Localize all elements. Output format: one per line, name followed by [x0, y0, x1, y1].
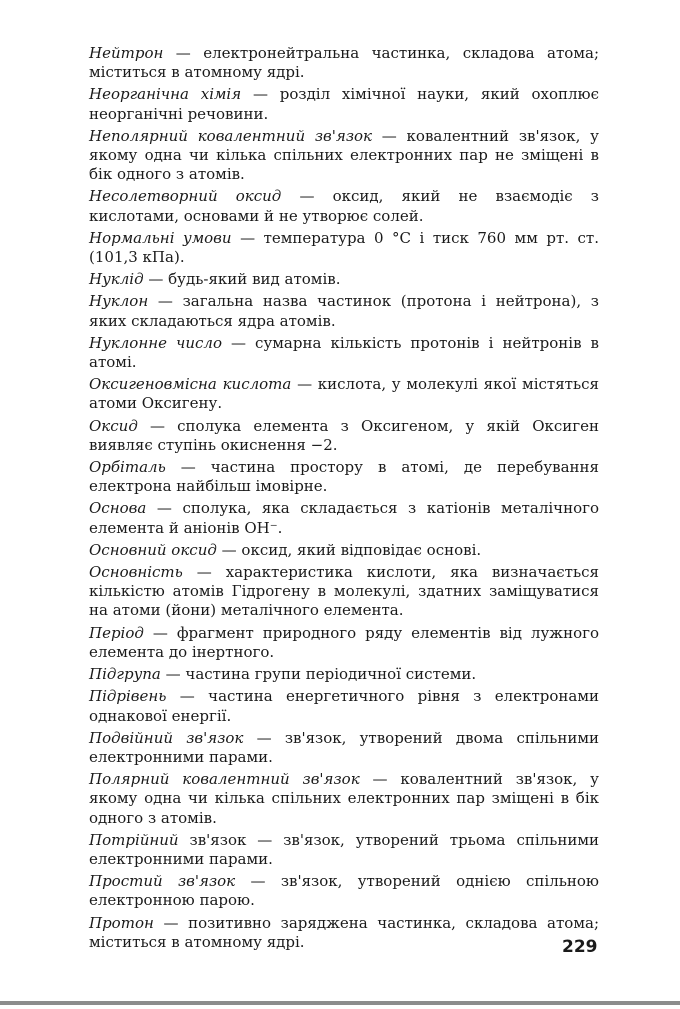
- glossary-entry-basic-oxide: [89, 541, 599, 560]
- glossary-entry-normal-conditions: [89, 229, 599, 267]
- entry-definition: — позитивно заряджена частинка, складова атома; міститься в атомному ядрі.: [89, 913, 599, 951]
- glossary-entry-sublevel: [89, 687, 599, 725]
- entry-term: Основний оксид: [89, 540, 217, 559]
- entry-definition: — електронейтральна частинка, складова атома; міститься в атомному ядрі.: [89, 44, 599, 82]
- entry-definition: — зв'язок, утворений однією спільною електронною парою.: [89, 872, 599, 910]
- entry-definition: — температура 0 °С і тиск 760 мм рт. ст. (101,3 кПа).: [89, 228, 599, 267]
- glossary-entry-single-bond: [89, 872, 599, 910]
- entry-term: Нейтрон: [89, 44, 164, 62]
- entry-term: Основність: [89, 563, 183, 582]
- entry-definition: — ковалентний зв'язок, у якому одна чи кілька спільних електронних пар не зміщені в бік одного з атомів.: [89, 126, 599, 184]
- entry-definition: — сумарна кількість протонів і нейтронів в атомі.: [89, 333, 599, 372]
- page-bottom-divider: [0, 1001, 680, 1005]
- entry-definition: — будь-який вид атомів.: [143, 270, 341, 289]
- entry-definition: — ковалентний зв'язок, у якому одна чи кілька спільних електронних пар зміщені в бік одного з атомів.: [89, 770, 600, 827]
- entry-definition: зв'язок — зв'язок, утворений трьома спільними електронними парами.: [89, 830, 599, 868]
- page-number: 229: [562, 937, 598, 957]
- entry-definition: — сполука елемента з Оксигеном, у якій Оксиген виявляє ступінь окиснення −2.: [89, 416, 599, 454]
- entry-definition: — сполука, яка складається з катіонів металічного елемента й аніонів OH⁻.: [89, 499, 599, 537]
- entry-term: Нуклонне число: [89, 333, 222, 352]
- entry-term: Неполярний ковалентний зв'язок: [89, 126, 373, 145]
- entry-definition: — частина простору в атомі, де перебування електрона найбільш імовірне.: [89, 458, 599, 496]
- glossary-entry-oxygen-containing-acid: [89, 375, 599, 413]
- entry-definition: — оксид, який не взаємодіє з кислотами, основами й не утворює солей.: [89, 187, 599, 225]
- entry-term: Нуклід: [89, 270, 144, 289]
- entry-term: Основа: [89, 499, 147, 518]
- glossary-entry-triple-bond: [89, 831, 599, 869]
- glossary-entry-inorganic-chemistry: [89, 85, 599, 123]
- glossary-entry-period: [89, 624, 599, 662]
- entry-definition: — фрагмент природного ряду елементів від лужного елемента до інертного.: [89, 623, 599, 661]
- entry-term: Нуклон: [89, 292, 149, 311]
- glossary-entry-nuclide: [89, 270, 599, 289]
- glossary-entry-non-salt-forming-oxide: [89, 187, 599, 225]
- entry-term: Орбіталь: [89, 458, 166, 477]
- entry-term: Період: [89, 623, 144, 642]
- glossary-entry-double-bond: [89, 729, 599, 767]
- entry-term: Подвійний зв'язок: [89, 728, 244, 747]
- glossary-entry-nonpolar-covalent-bond: [89, 127, 599, 185]
- glossary-entry-proton: [89, 914, 599, 952]
- entry-definition: — розділ хімічної науки, який охоплює неорганічні речовини.: [89, 85, 600, 123]
- entry-definition: — зв'язок, утворений двома спільними електронними парами.: [89, 728, 599, 766]
- entry-term: Протон: [89, 913, 154, 932]
- entry-term: Неорганічна хімія: [89, 85, 242, 104]
- entry-term: Полярний ковалентний зв'язок: [89, 770, 360, 789]
- glossary-entry-subgroup: [89, 665, 599, 684]
- entry-definition: — частина групи періодичної системи.: [160, 665, 477, 684]
- glossary-entry-basicity: [89, 563, 599, 621]
- entry-term: Оксид: [89, 416, 138, 435]
- glossary-entry-base: [89, 499, 599, 537]
- entry-term: Нормальні умови: [89, 228, 232, 247]
- entry-definition: — кислота, у молекулі якої містяться атоми Оксигену.: [89, 375, 599, 413]
- entry-term: Оксигеновмісна кислота: [89, 375, 292, 394]
- entry-definition: — загальна назва частинок (протона і нейтрона), з яких складаються ядра атомів.: [89, 292, 599, 330]
- entry-term: Простий зв'язок: [89, 872, 236, 891]
- entry-definition: — частина енергетичного рівня з електронами однакової енергії.: [89, 687, 599, 725]
- entry-term: Потрійний: [89, 830, 179, 849]
- entry-term: Підрівень: [89, 687, 167, 706]
- entry-term: Підгрупа: [89, 665, 161, 684]
- entry-term: Несолетворний оксид: [89, 187, 282, 206]
- glossary-entry-neutron: [89, 44, 599, 82]
- glossary-entry-nucleon-number: [89, 334, 599, 372]
- entry-definition: — характеристика кислоти, яка визначається кількістю атомів Гідрогену в молекулі, здатних заміщуватися на атоми (йони) металічного елемента.: [89, 563, 599, 620]
- glossary-entry-orbital: [89, 458, 599, 496]
- entry-definition: — оксид, який відповідає основі.: [216, 540, 482, 559]
- glossary-entry-oxide: [89, 417, 599, 455]
- glossary-entry-nucleon: [89, 292, 599, 330]
- glossary-entry-polar-covalent-bond: [89, 770, 599, 828]
- glossary-page: [89, 44, 599, 955]
